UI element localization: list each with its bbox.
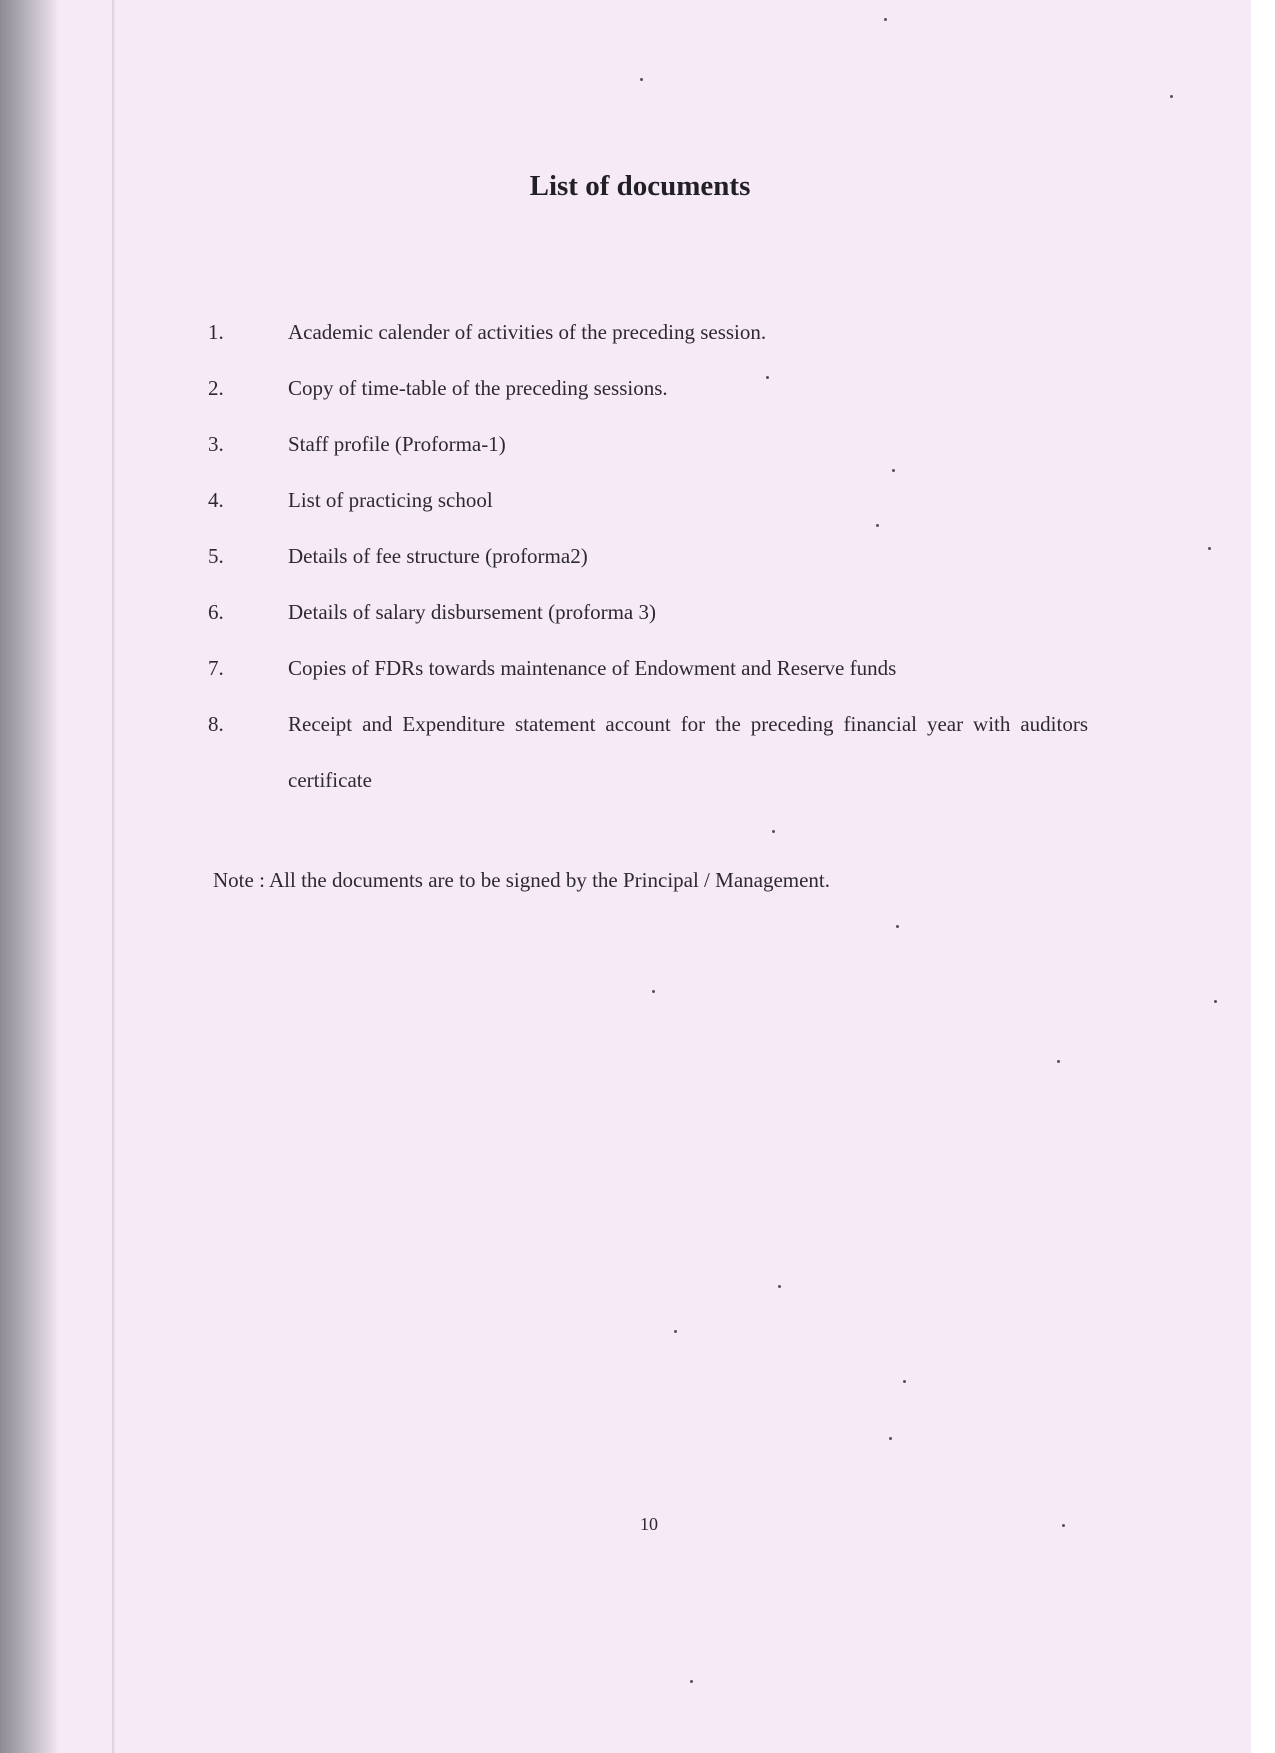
document-list	[208, 318, 1108, 820]
scan-speck	[1170, 95, 1173, 98]
scan-speck	[690, 1680, 693, 1683]
scan-speck	[903, 1380, 906, 1383]
item-text: List of practicing school	[288, 488, 493, 512]
page-number: 10	[640, 1514, 658, 1534]
item-number: 7.	[208, 656, 224, 680]
scan-speck	[772, 830, 775, 833]
item-number: 4.	[208, 488, 224, 512]
scan-speck	[674, 1330, 677, 1333]
item-number: 1.	[208, 320, 224, 344]
item-text: Academic calender of activities of the preceding session.	[288, 320, 767, 344]
scan-speck	[1214, 1000, 1217, 1003]
scan-speck	[766, 376, 769, 379]
scan-speck	[876, 524, 879, 527]
scan-speck	[1057, 1060, 1060, 1063]
scan-speck	[1062, 1524, 1065, 1527]
scan-speck	[1208, 547, 1211, 550]
item-text: Details of fee structure (proforma2)	[288, 544, 588, 568]
signature-note: Note : All the documents are to be signed by the Principal / Management.	[213, 868, 831, 892]
scan-speck	[889, 1437, 892, 1440]
scan-fold-line	[112, 0, 115, 1753]
item-text: Receipt and Expenditure statement account for the preceding financial year with auditors certificate	[288, 712, 1088, 792]
item-number: 8.	[208, 712, 224, 736]
list-item	[208, 710, 1108, 820]
scan-speck	[640, 78, 643, 81]
scan-speck	[896, 925, 899, 928]
item-number: 5.	[208, 544, 224, 568]
page-title: List of documents	[529, 170, 751, 202]
scan-edge-shadow	[0, 0, 60, 1753]
scan-speck	[652, 990, 655, 993]
item-number: 2.	[208, 376, 224, 400]
item-text: Copies of FDRs towards maintenance of Endowment and Reserve funds	[288, 656, 897, 680]
scan-speck	[884, 18, 887, 21]
scan-speck	[778, 1285, 781, 1288]
scan-right-margin	[1251, 0, 1275, 1753]
scan-speck	[892, 469, 895, 472]
item-number: 3.	[208, 432, 224, 456]
item-text: Staff profile (Proforma-1)	[288, 432, 506, 456]
item-text: Details of salary disbursement (proforma 3)	[288, 600, 656, 624]
item-number: 6.	[208, 600, 224, 624]
item-text: Copy of time-table of the preceding sessions.	[288, 376, 668, 400]
